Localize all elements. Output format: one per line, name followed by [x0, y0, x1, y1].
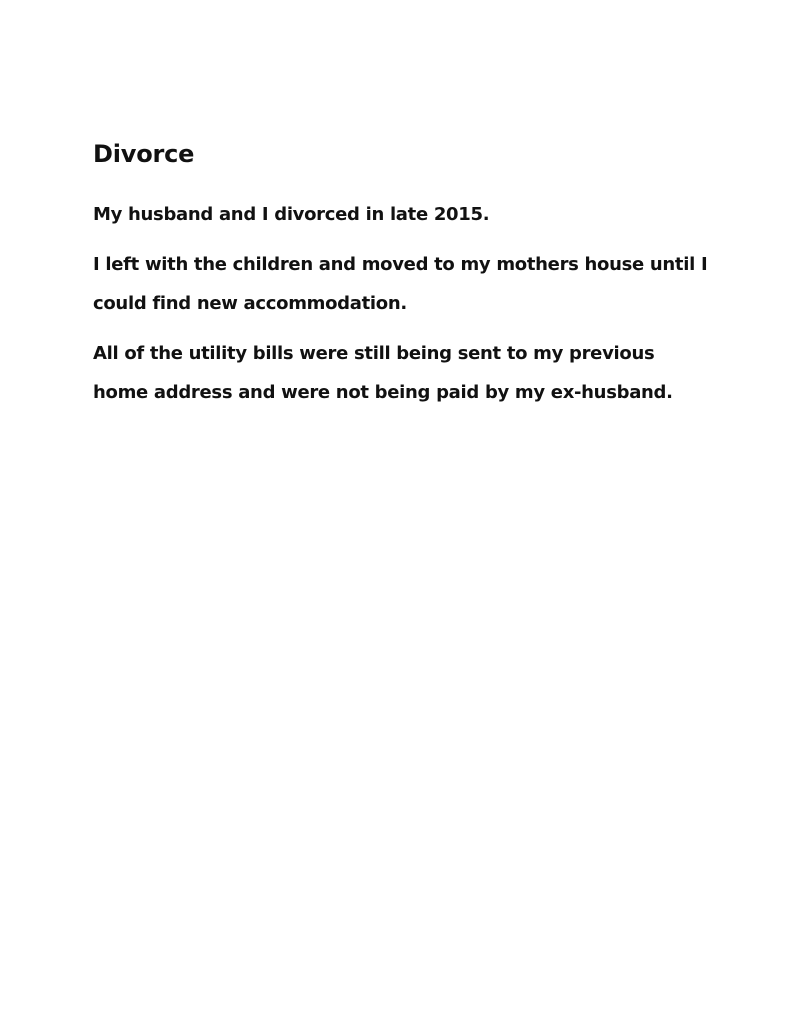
paragraph-utility-bills: All of the utility bills were still being sent to my previous home address and were not being paid by my ex-husband.	[93, 343, 673, 403]
paragraph-moved-out: I left with the children and moved to my mothers house until I could find new accommodation.	[93, 254, 708, 314]
page-title: Divorce	[93, 140, 195, 168]
document-body	[93, 138, 713, 412]
paragraph-divorce-date: My husband and I divorced in late 2015.	[93, 204, 490, 225]
